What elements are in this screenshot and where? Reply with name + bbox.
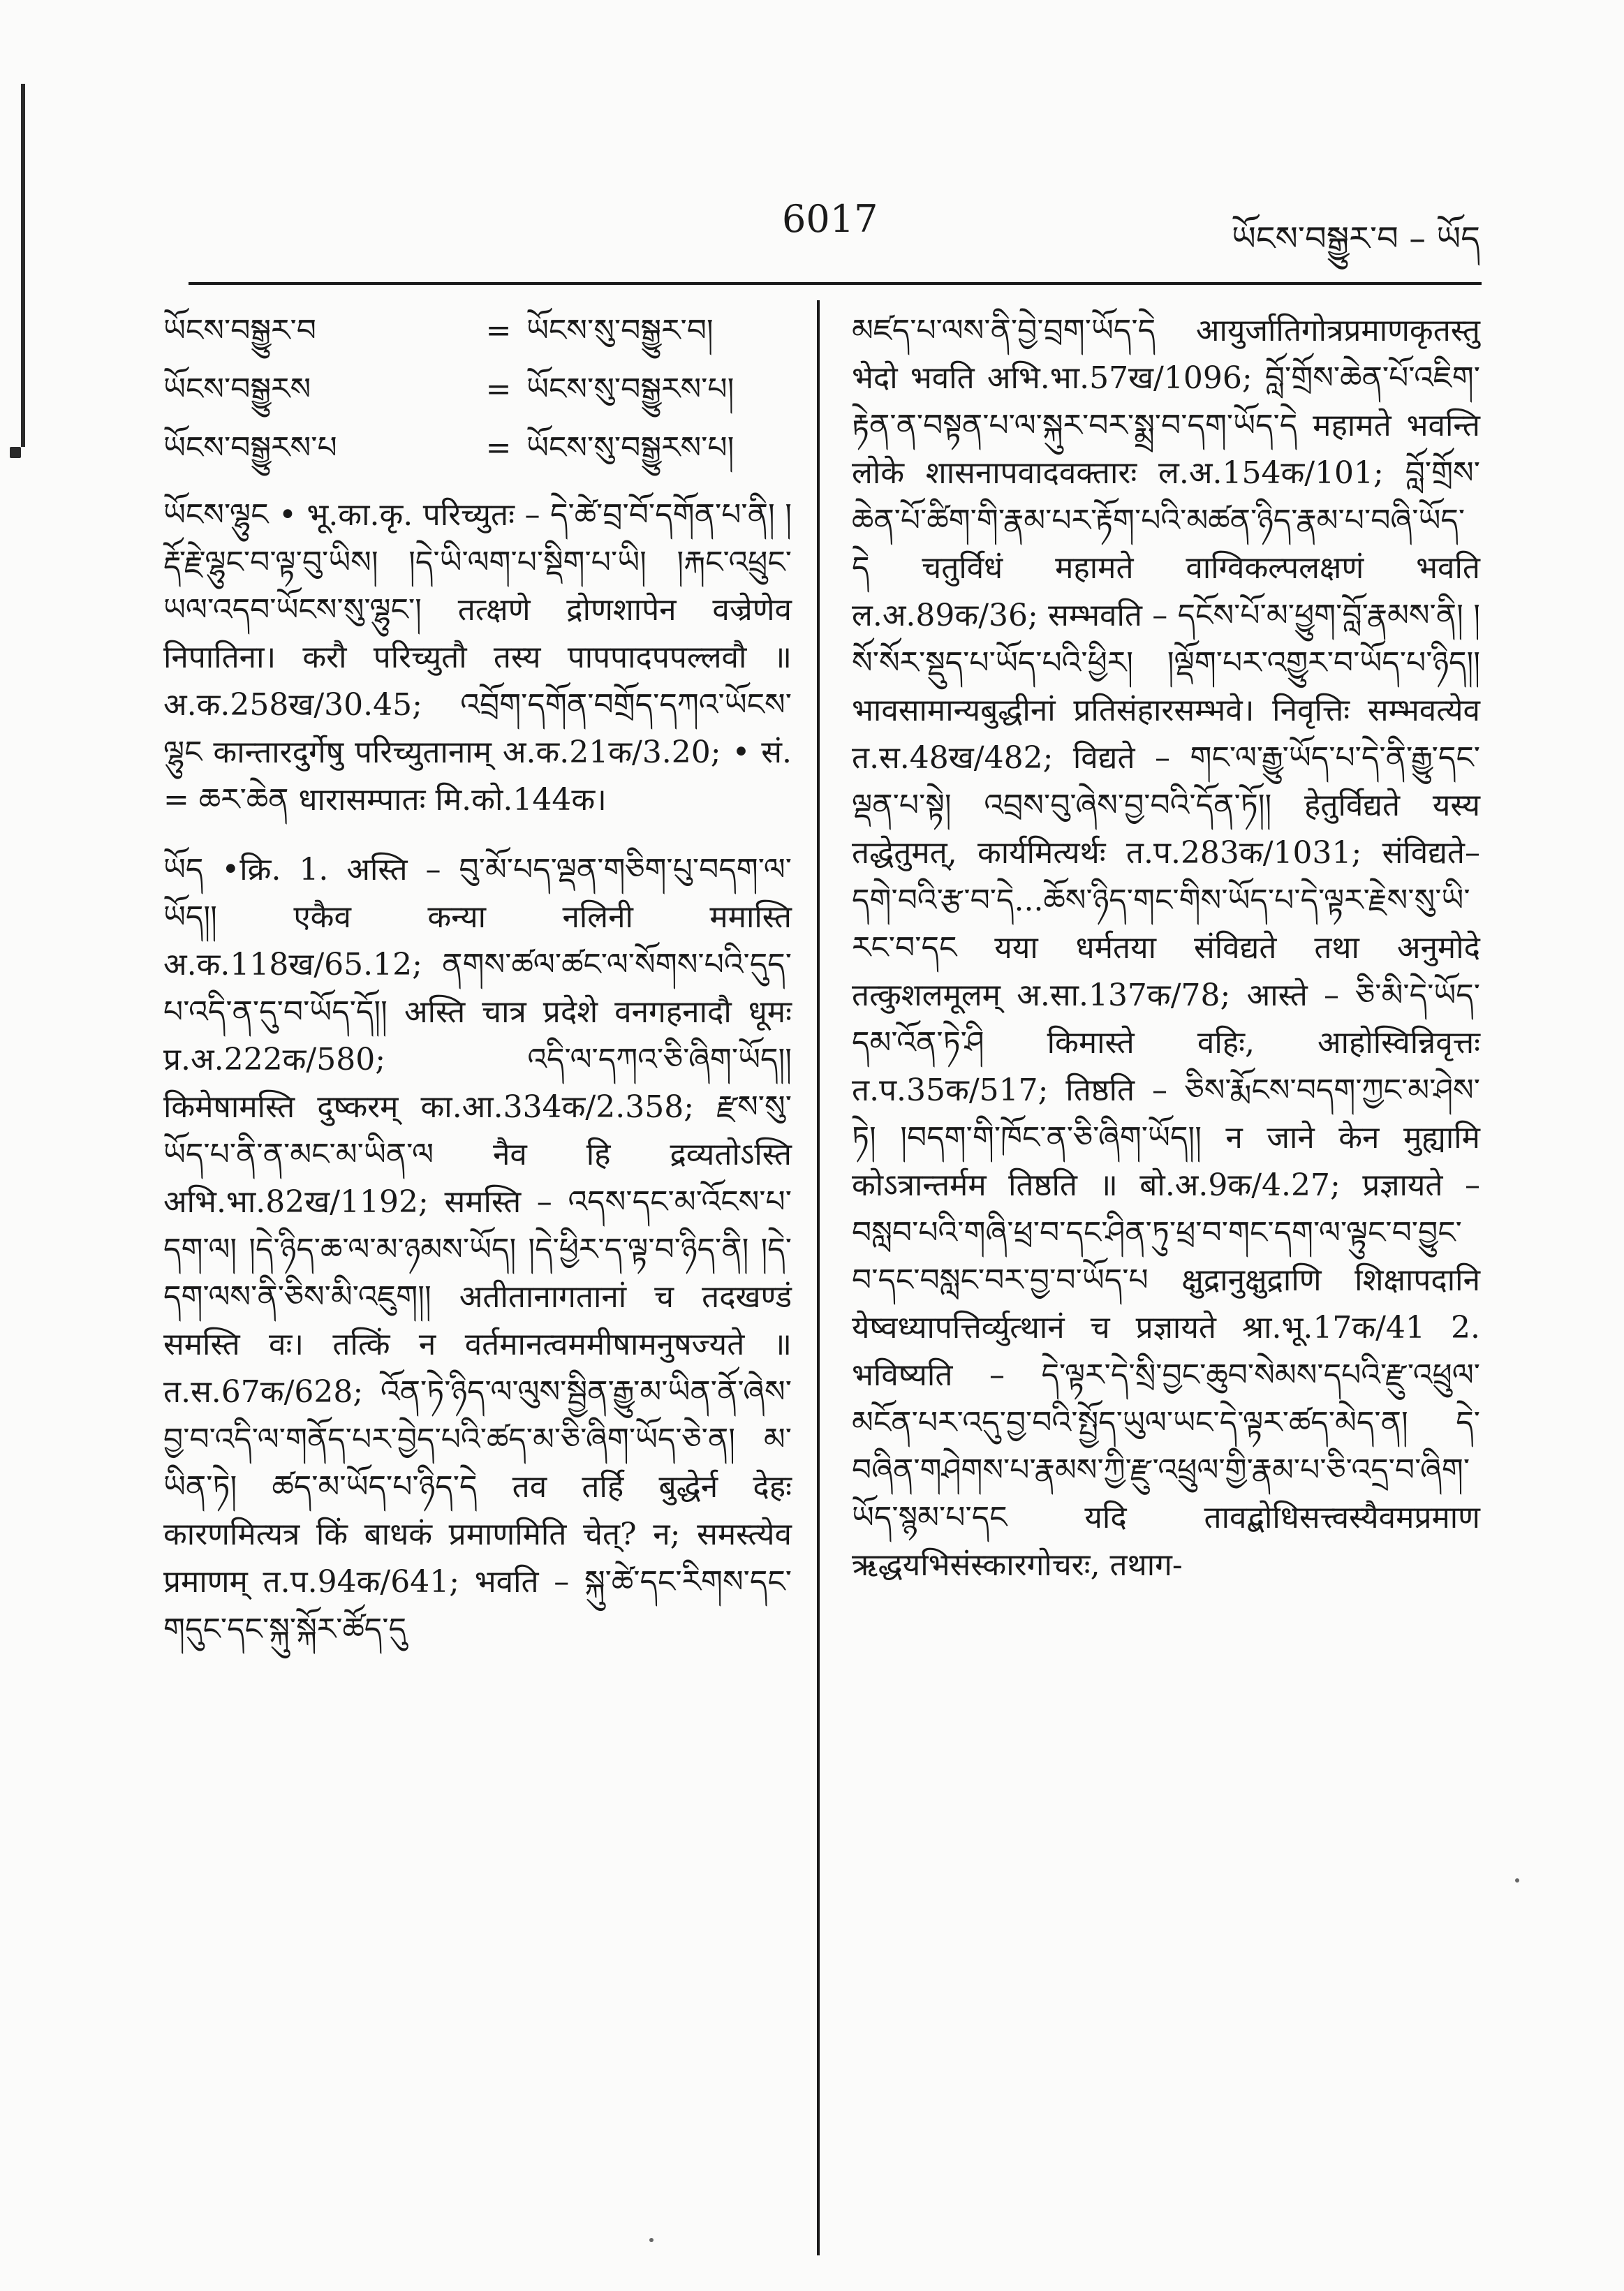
dictionary-entry [163,846,792,1653]
entry-text: ཡོངས་ལྷུང • भू.का.कृ. परिच्युतः – དེ་ཚེ་བྲ་བོ་དགོན་པ་ནི། །རྡོ་རྗེ་ལྷུང་བ་ལྟ་བུ་ཡིས། །དེ་ཡི་ལག་པ་སྡིག་པ་ཡི། །རྐང་འཕྲུང་ཡལ་འདབ་ཡོངས་སུ་ལྷུང་། तत्क्षणे द्रोणशापेन वज्रेणेव निपातिना। करौ परिच्युतौ तस्य पापपादपपल्लवौ ॥ अ.क.258ख/30.45; འབྲོག་དགོན་བགྲོད་དཀའ་ཡོངས་ལྷུང कान्तारदुर्गेषु परिच्युतानाम् अ.क.21क/3.20; • सं. = ཆར་ཆེན धारासम्पातः मि.को.144क। [163,497,792,818]
scan-speck [649,2238,654,2242]
binding-edge-mark [21,84,25,447]
running-head: ཡོངས་བསྒྱུར་བ – ཡོད [1231,219,1480,258]
equivalent-form: ཡོངས་སུ་བསྒྱུརས་པ། [526,430,735,466]
page-number: 6017 [782,197,878,241]
equivalent-form: ཡོངས་སུ་བསྒྱུར་བ། [526,313,714,348]
column-divider [817,300,820,2255]
equals-sign: = [485,313,512,348]
headword: ཡོངས་བསྒྱུརས [163,371,311,407]
equals-sign: = [485,371,512,407]
headword: ཡོངས་བསྒྱུར་བ [163,313,316,348]
equivalence-row [163,307,792,366]
equivalent-form: ཡོངས་སུ་བསྒྱུརས་པ། [526,371,735,407]
entry-text-continued: མཛད་པ་ལས་ནི་བྱེ་བྲག་ཡོད་དེ आयुर्जातिगोत्रप्रमाणकृतस्तु भेदो भवति अभि.भा.57ख/1096; བློ་གྲོས་ཆེན་པོ་འཇིག་རྟེན་ན་བསྟན་པ་ལ་སྐུར་བར་སྨྲ་བ་དག་ཡོད་དེ महामते भवन्ति लोके शासनापवादवक्तारः ल.अ.154क/101; བློ་གྲོས་ཆེན་པོ་ཚིག་གི་རྣམ་པར་རྟོག་པའི་མཚན་ཉིད་རྣམ་པ་བཞི་ཡོད་དེ चतुर्विधं महामते वाग्विकल्पलक्षणं भवति ल.अ.89क/36; सम्भवति – དངོས་པོ་མ་ཕྱུག་བློ་རྣམས་ནི། །སོ་སོར་སྡུད་པ་ཡོད་པའི་ཕྱིར། །ལྡོག་པར་འགྱུར་བ་ཡོད་པ་ཉིད།། भावसामान्यबुद्धीनां प्रतिसंहारसम्भवे। निवृत्तिः सम्भवत्येव त.स.48ख/482; विद्यते – གང་ལ་རྒྱུ་ཡོད་པ་དེ་ནི་རྒྱུ་དང་ལྡན་པ་སྟེ། འབྲས་བུ་ཞེས་བྱ་བའི་དོན་ཏོ།། हेतुर्विद्यते यस्य तद्धेतुमत्, कार्यमित्यर्थः त.प.283क/1031; संविद्यते–དགེ་བའི་རྩ་བ་དེ...ཆོས་ཉིད་གང་གིས་ཡོད་པ་དེ་ལྟར་རྗེས་སུ་ཡི་རང་བ་དང यया धर्मतया संविद्यते तथा अनुमोदे तत्कुशलमूलम् अ.सा.137क/78; आस्ते – ཅི་མི་དེ་ཡོད་དམ་འོན་ཏེ་ཤི किमास्ते वहिः, आहोस्विन्निवृत्तः त.प.35क/517; तिष्ठति – ཅིས་རྨོངས་བདག་ཀྱང་མ་ཤེས་ཏེ། །བདག་གི་ཁོང་ན་ཅི་ཞིག་ཡོད།། न जाने केन मुह्यामि कोऽत्रान्तर्मम तिष्ठति ॥ बो.अ.9क/4.27; प्रज्ञायते – བསླབ་པའི་གཞི་ཕྲ་བ་དང་ཤིན་ཏུ་ཕྲ་བ་གང་དག་ལ་ལྟུང་བ་བྱུང་བ་དང་བསླང་བར་བྱ་བ་ཡོད་པ क्षुद्रानुक्षुद्राणि शिक्षापदानि येष्वध्यापत्तिर्व्युत्थानं च प्रज्ञायते श्रा.भू.17क/41 2. भविष्यति – དེ་ལྟར་དེ་སྲི་བྱང་ཆུབ་སེམས་དཔའི་རྫུ་འཕྲུལ་མངོན་པར་འདུ་བྱ་བའི་སྤྱོད་ཡུལ་ཡང་དེ་ལྟར་ཚད་མེད་ན། དེ་བཞིན་གཤེགས་པ་རྣམས་ཀྱི་རྫུ་འཕྲུལ་གྱི་རྣམ་པ་ཅི་འདྲ་བ་ཞིག་ཡོད་སྙམ་པ་དང यदि तावद्बोधिसत्त्वस्यैवमप्रमाण ऋद्धयभिसंस्कारगोचरः, तथाग- [852,313,1480,1583]
headword: ཡོངས་བསྒྱུརས་པ [163,430,337,466]
equivalence-row [163,425,792,483]
scan-speck [1515,1878,1519,1883]
page-header [0,197,1624,260]
right-column [852,307,1480,1589]
equivalence-row [163,366,792,425]
header-rule [189,282,1482,285]
binding-edge-dot [10,447,21,458]
left-column [163,307,792,1676]
equals-sign: = [485,430,512,466]
dictionary-entry [163,492,792,824]
entry-text: ཡོད •क्रि. 1. अस्ति – བུ་མོ་པད་ལྡན་གཅིག་པུ་བདག་ལ་ཡོད།། एकैव कन्या नलिनी ममास्ति अ.क.118ख/65.12; ནགས་ཚལ་ཚང་ལ་སོགས་པའི་དུད་པ་འདི་ན་དུ་བ་ཡོད་དོ།། अस्ति चात्र प्रदेशे वनगहनादौ धूमः प्र.अ.222क/580; འདི་ལ་དཀའ་ཅི་ཞིག་ཡོད།། किमेषामस्ति दुष्करम् का.आ.334क/2.358; རྫས་སུ་ཡོད་པ་ནི་ན་མང་མ་ཡིན་ལ नैव हि द्रव्यतोऽस्ति अभि.भा.82ख/1192; समस्ति – འདས་དང་མ་འོངས་པ་དག་ལ། །དེ་ཉིད་ཆ་ལ་མ་ཉམས་ཡོད། །དེ་ཕྱིར་ད་ལྟ་བ་ཉིད་ནི། །དེ་དག་ལས་ནི་ཅིས་མི་འཇུག།། अतीतानागतानां च तदखण्डं समस्ति वः। तत्किं न वर्तमानत्वममीषामनुषज्यते ॥ त.स.67क/628; འོན་ཏེ་ཉིད་ལ་ལུས་སྦྱིན་རྒྱུ་མ་ཡིན་ནོ་ཞེས་བྱ་བ་འདི་ལ་གནོད་པར་བྱེད་པའི་ཚད་མ་ཅི་ཞིག་ཡོད་ཅེ་ན། མ་ཡིན་ཏེ། ཚད་མ་ཡོད་པ་ཉིད་དེ तव तर्हि बुद्धेर्न देहः कारणमित्यत्र किं बाधकं प्रमाणमिति चेत्? न; समस्त्येव प्रमाणम् त.प.94क/641; भवति – སྐུ་ཚེ་དང་རིགས་དང་གདུང་དང་སྐུ་སྐོར་ཚོད་དུ [163,852,792,1647]
